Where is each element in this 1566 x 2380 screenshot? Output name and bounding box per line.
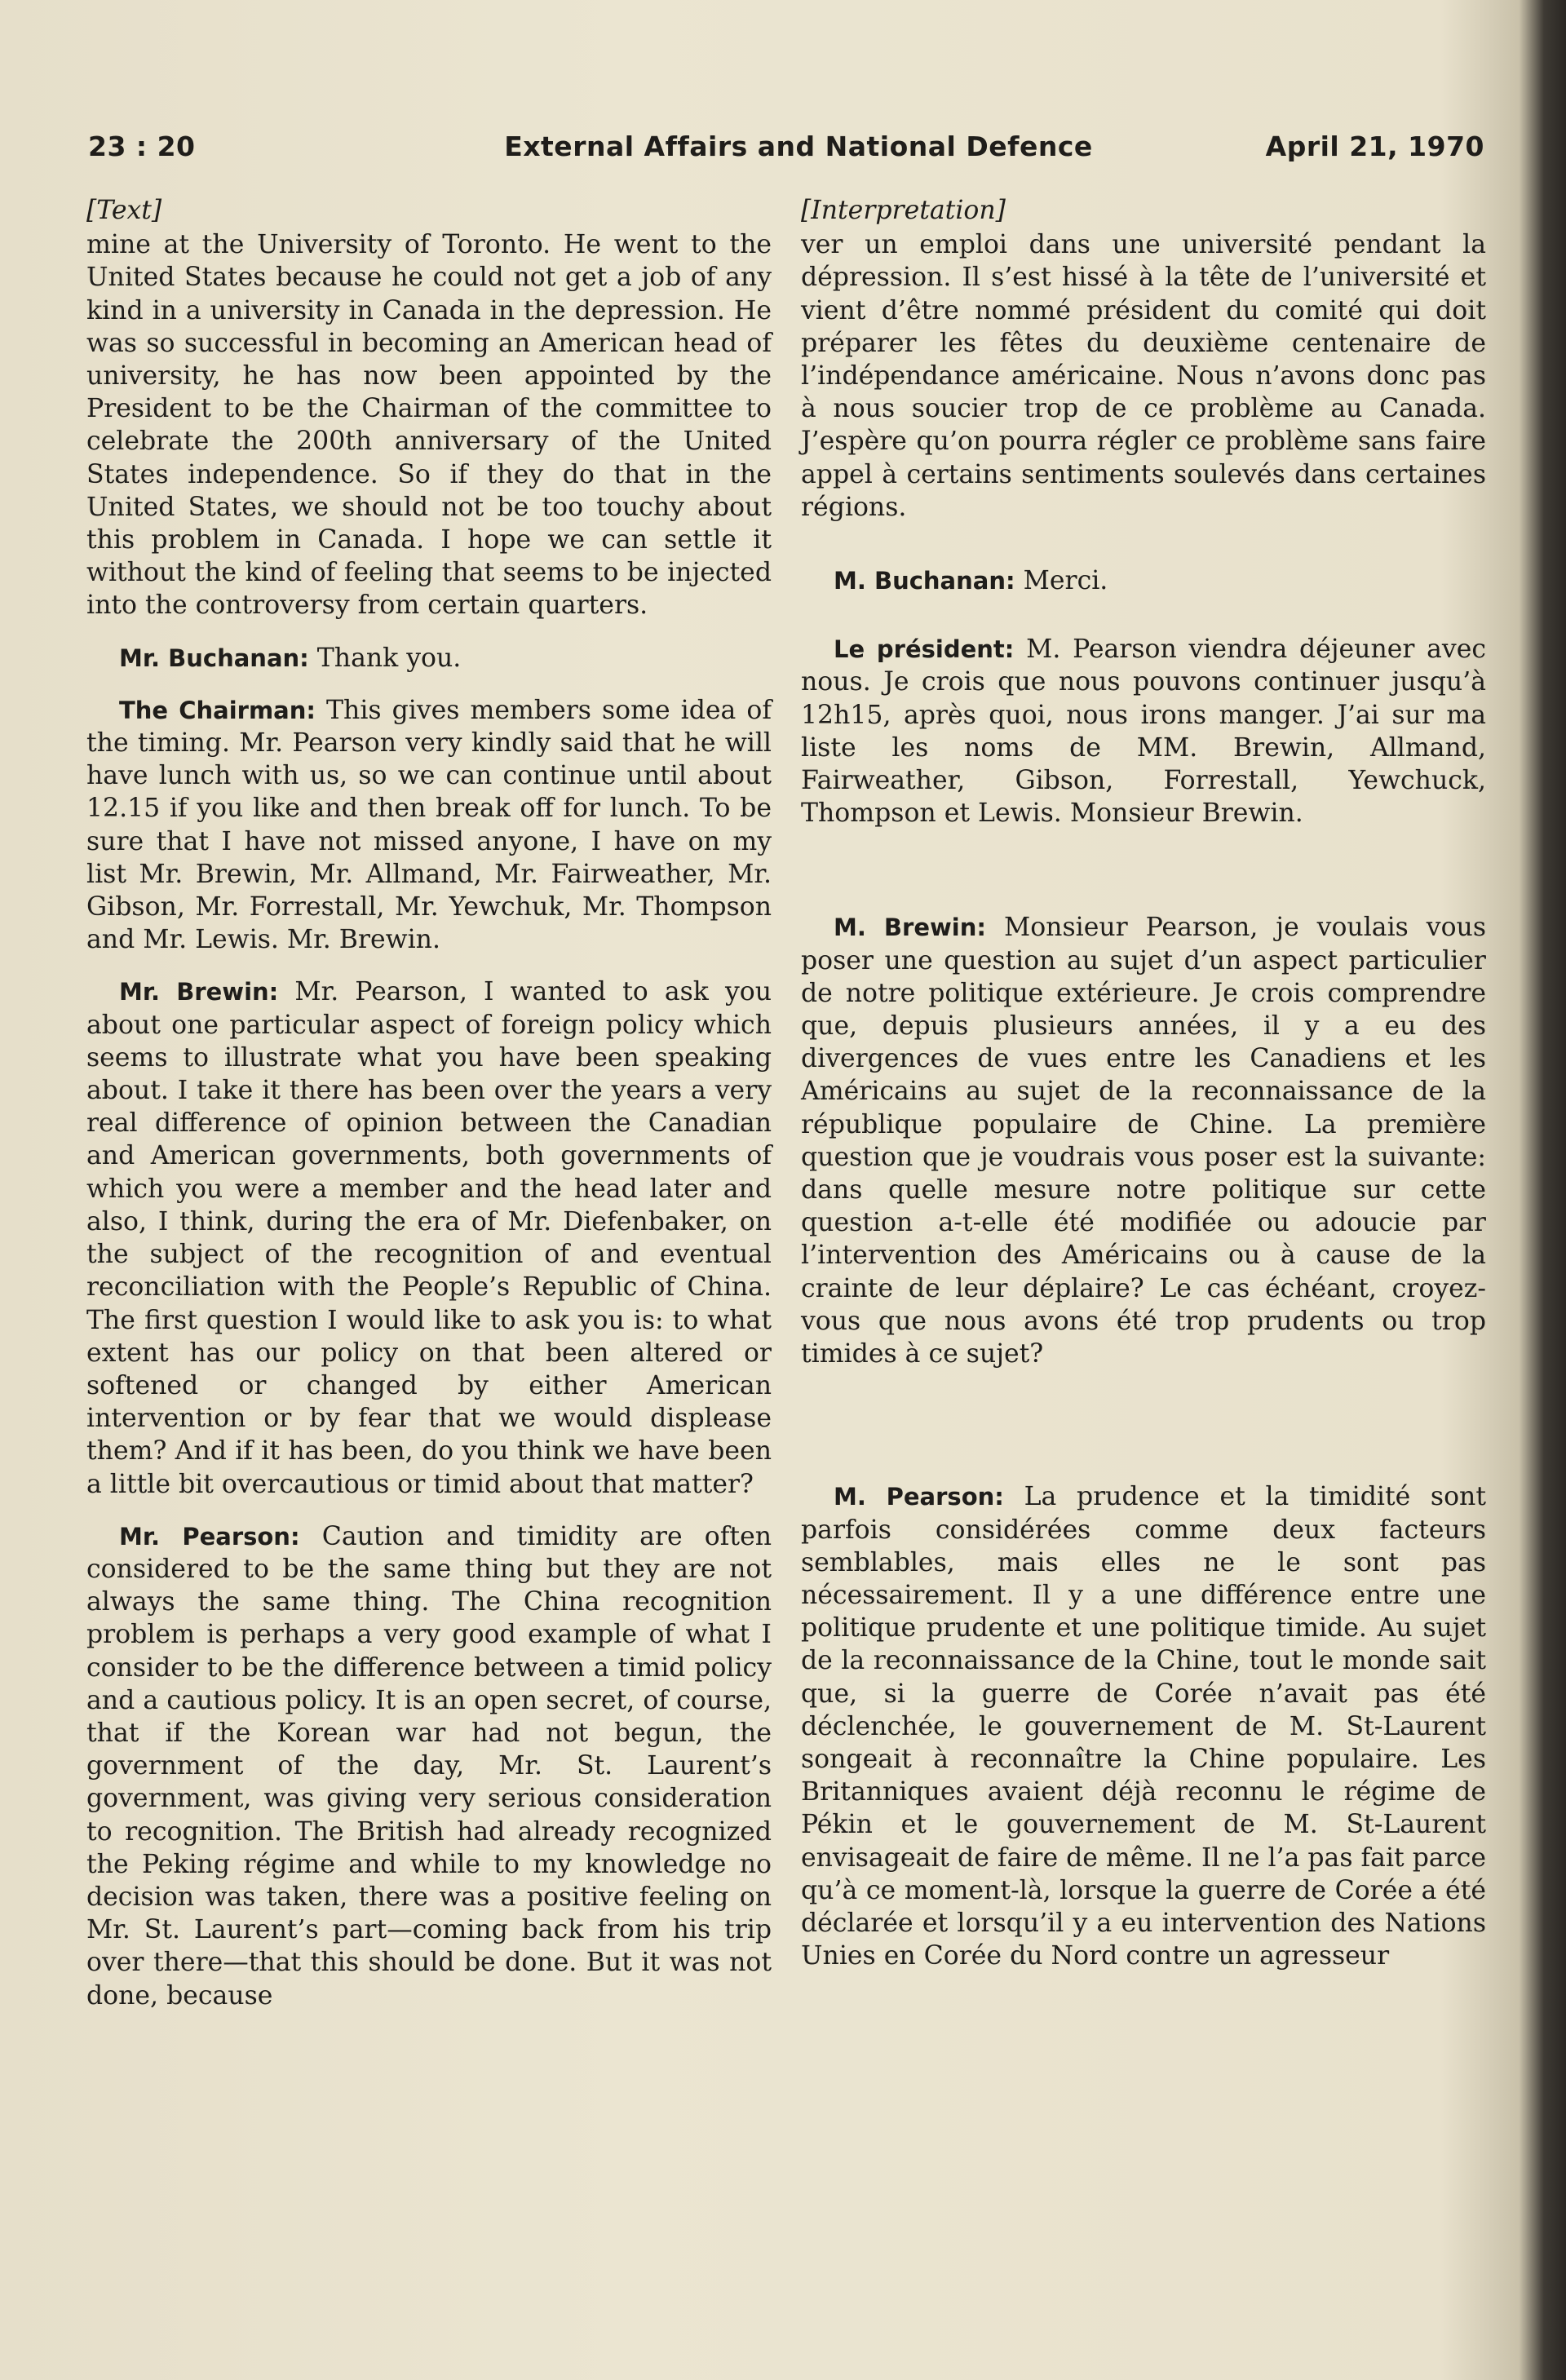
speech-brewin <box>801 911 1486 1370</box>
speech-brewin <box>86 975 772 1500</box>
speech-pearson <box>86 1520 772 2012</box>
column-label: [Text] <box>86 196 162 225</box>
speaker-name: M. Buchanan: <box>834 567 1015 595</box>
speaker-name: M. Pearson: <box>834 1483 1004 1511</box>
speech-text: This gives members some idea of the timing. Mr. Pearson very kindly said that he will have lunch with us, so we can continue until about 12.15 if you like and then break off for lunch. To be sure that I have not missed anyone, I have on my list Mr. Brewin, Mr. Allmand, Mr. Fairweather, Mr. Gibson, Mr. Forrestall, Mr. Yewchuk, Mr. Thompson and Mr. Lewis. Mr. Brewin. <box>86 695 772 955</box>
header-date: April 21, 1970 <box>1265 131 1484 162</box>
speaker-name: Mr. Brewin: <box>119 978 279 1006</box>
french-column <box>801 194 1486 1992</box>
page-number: 23 : 20 <box>88 131 196 162</box>
speech-chairman <box>86 694 772 957</box>
speech-text: M. Pearson viendra déjeuner avec nous. Je crois que nous pouvons continuer jusqu’à 12h15, après quoi, nous irons manger. J’ai sur ma liste les noms de MM. Brewin, Allmand, Fairweather, Gibson, Forrestall, Yewchuck, Thompson et Lewis. Monsieur Brewin. <box>801 635 1486 829</box>
speech-text: Mr. Pearson, I wanted to ask you about one particular aspect of foreign policy which seems to illustrate what you have been speaking about. I take it there has been over the years a very real difference of opinion between the Canadian and American governments, both governments of which you were a member and the head later and also, I think, during the era of Mr. Diefenbaker, on the subject of the recognition of and eventual reconciliation with the People’s Republic of China. The first question I would like to ask you is: to what extent has our policy on that been altered or softened or changed by either American intervention or by fear that we would displease them? And if it has been, do you think we have been a little bit overcautious or timid about that matter? <box>86 977 772 1499</box>
speech-pearson <box>801 1480 1486 1972</box>
speaker-name: Le président: <box>834 635 1015 664</box>
speaker-name: Mr. Buchanan: <box>119 644 309 672</box>
column-label: [Interpretation] <box>801 196 1006 225</box>
speaker-name: M. Brewin: <box>834 914 986 942</box>
page-header <box>88 131 1484 171</box>
speech-buchanan <box>801 564 1486 597</box>
speech-president <box>801 633 1486 829</box>
speech-buchanan <box>86 642 772 675</box>
speech-text: La prudence et la timidité sont parfois considérées comme deux facteurs semblables, mais elles ne le sont pas nécessairement. Il y a une différence entre une politique prudente et une politique timide. Au sujet de la reconnaissance de la Chine, tout le monde sait que, si la guerre de Corée n’avait pas été déclenchée, le gouvernement de M. St-Laurent songeait à reconnaître la Chine populaire. Les Britanniques avaient déjà reconnu le régime de Pékin et le gouvernement de M. St-Laurent envisageait de faire de même. Il ne l’a pas fait parce qu’à ce moment-là, lorsque la guerre de Corée a été déclarée et lorsqu’il y a eu intervention des Nations Unies en Corée du Nord contre un agresseur <box>801 1482 1486 1971</box>
speech-text: Caution and timidity are often considered to be the same thing but they are not always the same thing. The China recognition problem is perhaps a very good example of what I consider to be the difference between a timid policy and a cautious policy. It is an open secret, of course, that if the Korean war had not begun, the government of the day, Mr. St. Laurent’s government, was giving very serious consideration to recognition. The British had already recognized the Peking régime and while to my knowledge no decision was taken, there was a positive feeling on Mr. St. Laurent’s part—coming back from his trip over there—that this should be done. But it was not done, because <box>86 1521 772 2011</box>
speech-text: Thank you. <box>316 643 462 673</box>
speaker-name: Mr. Pearson: <box>119 1522 300 1551</box>
running-title: External Affairs and National Defence <box>504 131 1093 162</box>
speaker-name: The Chairman: <box>119 696 316 724</box>
speech-text: Monsieur Pearson, je voulais vous poser une question au sujet d’un aspect particulier de notre politique extérieure. Je crois comprendre que, depuis plusieurs années, il y a eu des divergences de vues entre les Canadiens et les Américains au sujet de la reconnaissance de la république populaire de Chine. La première question que je voudrais vous poser est la suivante: dans quelle mesure notre politique sur cette question a-t-elle été modifiée ou adoucie par l’intervention des Américains ou à cause de la crainte de leur déplaire? Le cas échéant, croyez-vous que nous avons été trop prudents ou trop timides à ce sujet? <box>801 913 1486 1369</box>
english-column <box>86 194 772 2032</box>
paragraph-continuation: mine at the University of Toronto. He went to the United States because he could not get a job of any kind in a university in Canada in the depression. He was so successful in becoming an American head of university, he has now been appointed by the President to be the Chairman of the committee to celebrate the 200th anniversary of the United States independence. So if they do that in the United States, we should not be too touchy about this problem in Canada. I hope we can settle it without the kind of feeling that seems to be injected into the controversy from certain quarters. <box>86 230 772 621</box>
speech-text: Merci. <box>1023 566 1108 596</box>
paragraph-continuation: ver un emploi dans une université pendant la dépression. Il s’est hissé à la tête de l’université et vient d’être nommé président du comité qui doit préparer les fêtes du deuxième centenaire de l’indépendance américaine. Nous n’avons donc pas à nous soucier trop de ce problème au Canada. J’espère qu’on pourra régler ce problème sans faire appel à certains sentiments soulevés dans certaines régions. <box>801 230 1486 522</box>
